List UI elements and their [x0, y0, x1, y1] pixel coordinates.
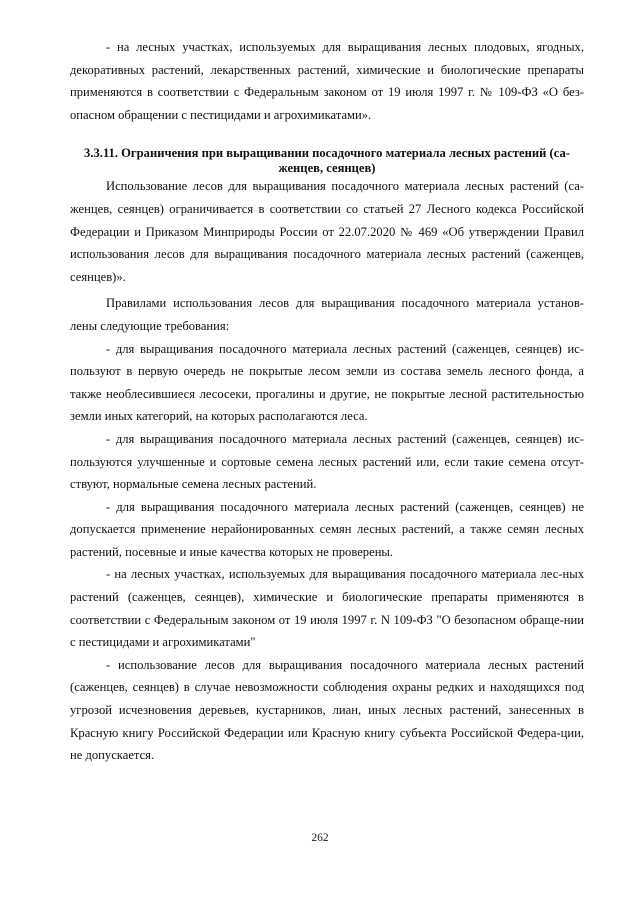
page-content — [70, 36, 584, 767]
section-paragraph-2: Правилами использования лесов для выращивания посадочного материала установ-лены следующие требования: — [70, 296, 584, 333]
section-paragraph-1: Использование лесов для выращивания посадочного материала лесных растений (са-женцев, сеянцев) ограничивается в соответствии со статьей 27 Лесного кодекса Российской Федерации и Приказом Минприроды России от 22.07.2020 № 469 «Об утверждении Правил использования лесов для выращивания посадочного материала лесных растений (саженцев, сеянцев)». — [70, 179, 584, 284]
requirement-item-4: - на лесных участках, используемых для выращивания посадочного материала лес-ных растений (саженцев, сеянцев), химические и биологические препараты применяются в соответствии с Федеральным законом от 19 июля 1997 г. N 109-ФЗ "О безопасном обраще-нии с пестицидами и агрохимикатами" — [70, 567, 584, 650]
section-heading: 3.3.11. Ограничения при выращивании посадочного материала лесных растений (са-женцев, сеянцев) — [84, 146, 570, 175]
section-body — [70, 175, 584, 766]
page-number: 262 — [311, 832, 329, 844]
intro-paragraph: - на лесных участках, используемых для выращивания лесных плодовых, ягодных, декоративных растений, лекарственных растений, химические и биологические препараты применяются в соответствии с Федеральным законом от 19 июля 1997 г. № 109-ФЗ «О без-опасном обращении с пестицидами и агрохимикатами». — [70, 40, 584, 122]
requirement-item-1: - для выращивания посадочного материала лесных растений (саженцев, сеянцев) ис-пользуют в первую очередь не покрытые лесом земли из состава земель лесного фонда, а также необлесившиеся лесосеки, прогалины и другие, не покрытые лесной растительностью земли иных категорий, на которых располагаются леса. — [70, 341, 584, 424]
requirement-item-2: - для выращивания посадочного материала лесных растений (саженцев, сеянцев) ис-пользуются улучшенные и сортовые семена лесных растений или, если такие семена отсут-ствуют, нормальные семена лесных растений. — [70, 431, 584, 492]
requirement-item-3: - для выращивания посадочного материала лесных растений (саженцев, сеянцев) не допускается применение нерайонированных семян лесных растений, а также семян лесных растений, посевные и иные качества которых не проверены. — [70, 499, 584, 559]
requirement-item-5: - использование лесов для выращивания посадочного материала лесных растений (саженцев, сеянцев) в случае невозможности соблюдения охраны редких и находящихся под угрозой исчезновения деревьев, кустарников, лиан, иных лесных растений, занесенных в Красную книгу Российской Федерации или Красную книгу субъекта Российской Федера-ции, не допускается. — [70, 657, 584, 763]
